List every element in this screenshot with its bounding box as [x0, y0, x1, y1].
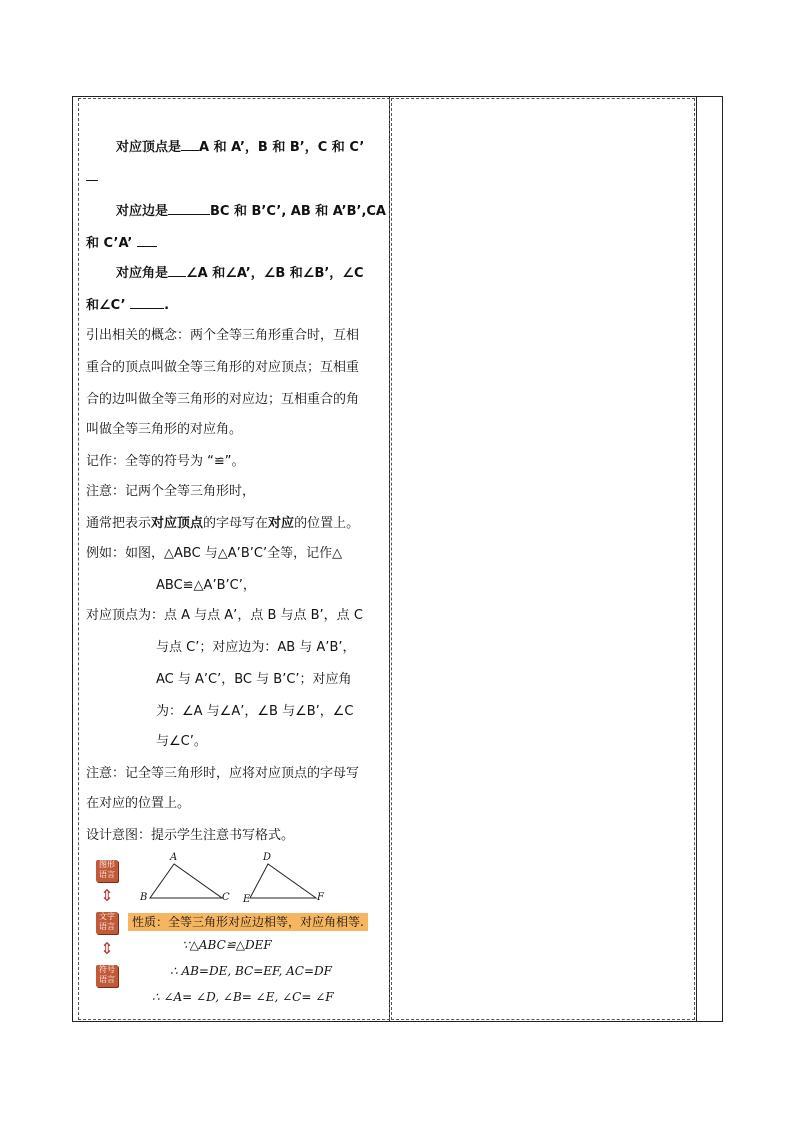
vertex-line: [116, 136, 364, 155]
paragraph-line: 引出相关的概念：两个全等三角形重合时，互相: [86, 328, 360, 343]
vertex-label: 对应顶点是: [116, 140, 182, 155]
vertex-label-a: A: [170, 852, 178, 863]
text-bold: 对应: [268, 516, 295, 531]
note-line-4: 在对应的位置上。: [86, 796, 191, 811]
property-banner: 性质：全等三角形对应边相等，对应角相等.: [128, 913, 368, 931]
blank: [130, 296, 164, 309]
angle-line: [116, 262, 364, 281]
blank: [168, 202, 210, 215]
correspond-line: 为：∠A 与∠A’，∠B 与∠B’，∠C: [156, 704, 354, 719]
blank: [86, 168, 98, 181]
angle-label: 对应角是: [116, 266, 169, 281]
angle-line-2: [86, 294, 169, 313]
empty-cell: [391, 98, 695, 1020]
note-line-2: [86, 512, 359, 531]
double-arrow-icon: ⇕: [100, 886, 114, 905]
congruence-figure: [90, 848, 390, 1018]
paragraph-line: 重合的顶点叫做全等三角形的对应顶点；互相重: [86, 360, 360, 375]
text: 的位置上。: [294, 516, 360, 531]
double-arrow-icon: ⇕: [100, 939, 114, 958]
side-line-2: [86, 232, 157, 251]
side-line: [116, 200, 386, 219]
vertex-label-e: E: [243, 894, 251, 905]
tag-graphic-language: 图形语言: [96, 860, 118, 882]
text-bold: 对应顶点: [151, 516, 204, 531]
correspond-line: 对应顶点为：点 A 与点 A’，点 B 与点 B’，点 C: [86, 608, 363, 623]
triangles-svg: [90, 848, 390, 908]
sides-conclusion: ∴ AB=DE, BC=EF, AC=DF: [170, 964, 332, 978]
correspond-line: 与点 C’；对应边为：AB 与 A’B’，: [156, 640, 356, 655]
design-intent: 设计意图：提示学生注意书写格式。: [86, 828, 295, 843]
tag-text-language: 文字语言: [96, 912, 118, 934]
correspond-line: AC 与 A’C’，BC 与 B’C’；对应角: [156, 672, 352, 687]
vertex-line-2: [86, 168, 98, 185]
triangle-def: [250, 864, 316, 898]
vertex-label-f: F: [317, 892, 324, 903]
side-answer-2: 和 C’A’: [86, 236, 133, 251]
side-answer: BC 和 B’C’, AB 和 A’B’,CA: [210, 204, 386, 219]
note-line: 注意：记两个全等三角形时，: [86, 484, 256, 499]
paragraph-line: 叫做全等三角形的对应角。: [86, 422, 243, 437]
correspond-line: 与∠C’。: [156, 734, 207, 749]
angles-conclusion: ∴ ∠A= ∠D, ∠B= ∠E, ∠C= ∠F: [152, 990, 334, 1004]
example-line-2: ABC≌△A’B’C’，: [156, 578, 256, 593]
side-label: 对应边是: [116, 204, 169, 219]
triangle-abc: [150, 864, 222, 898]
period: .: [164, 298, 170, 313]
note-line-3: 注意：记全等三角形时，应将对应顶点的字母写: [86, 766, 360, 781]
vertex-label-c: C: [222, 892, 230, 903]
notation-line: 记作：全等的符号为 “≌”。: [86, 454, 245, 469]
blank: [181, 138, 199, 151]
blank: [168, 264, 186, 277]
column-divider-right: [696, 96, 697, 1022]
text: 的字母写在: [203, 516, 269, 531]
vertex-label-d: D: [263, 852, 272, 863]
angle-answer-2: 和∠C’: [86, 298, 126, 313]
text: 通常把表示: [86, 516, 152, 531]
vertex-answer: A 和 A’，B 和 B’，C 和 C’: [199, 140, 365, 155]
blank: [137, 234, 157, 247]
angle-answer: ∠A 和∠A’，∠B 和∠B’，∠C: [186, 266, 364, 281]
given-statement: ∵△ABC≌△DEF: [182, 938, 272, 952]
paragraph-line: 合的边叫做全等三角形的对应边；互相重合的角: [86, 392, 360, 407]
vertex-label-b: B: [140, 892, 148, 903]
tag-symbol-language: 符号语言: [96, 965, 118, 987]
example-line: 例如：如图，△ABC 与△A’B’C’全等，记作△: [86, 546, 343, 561]
